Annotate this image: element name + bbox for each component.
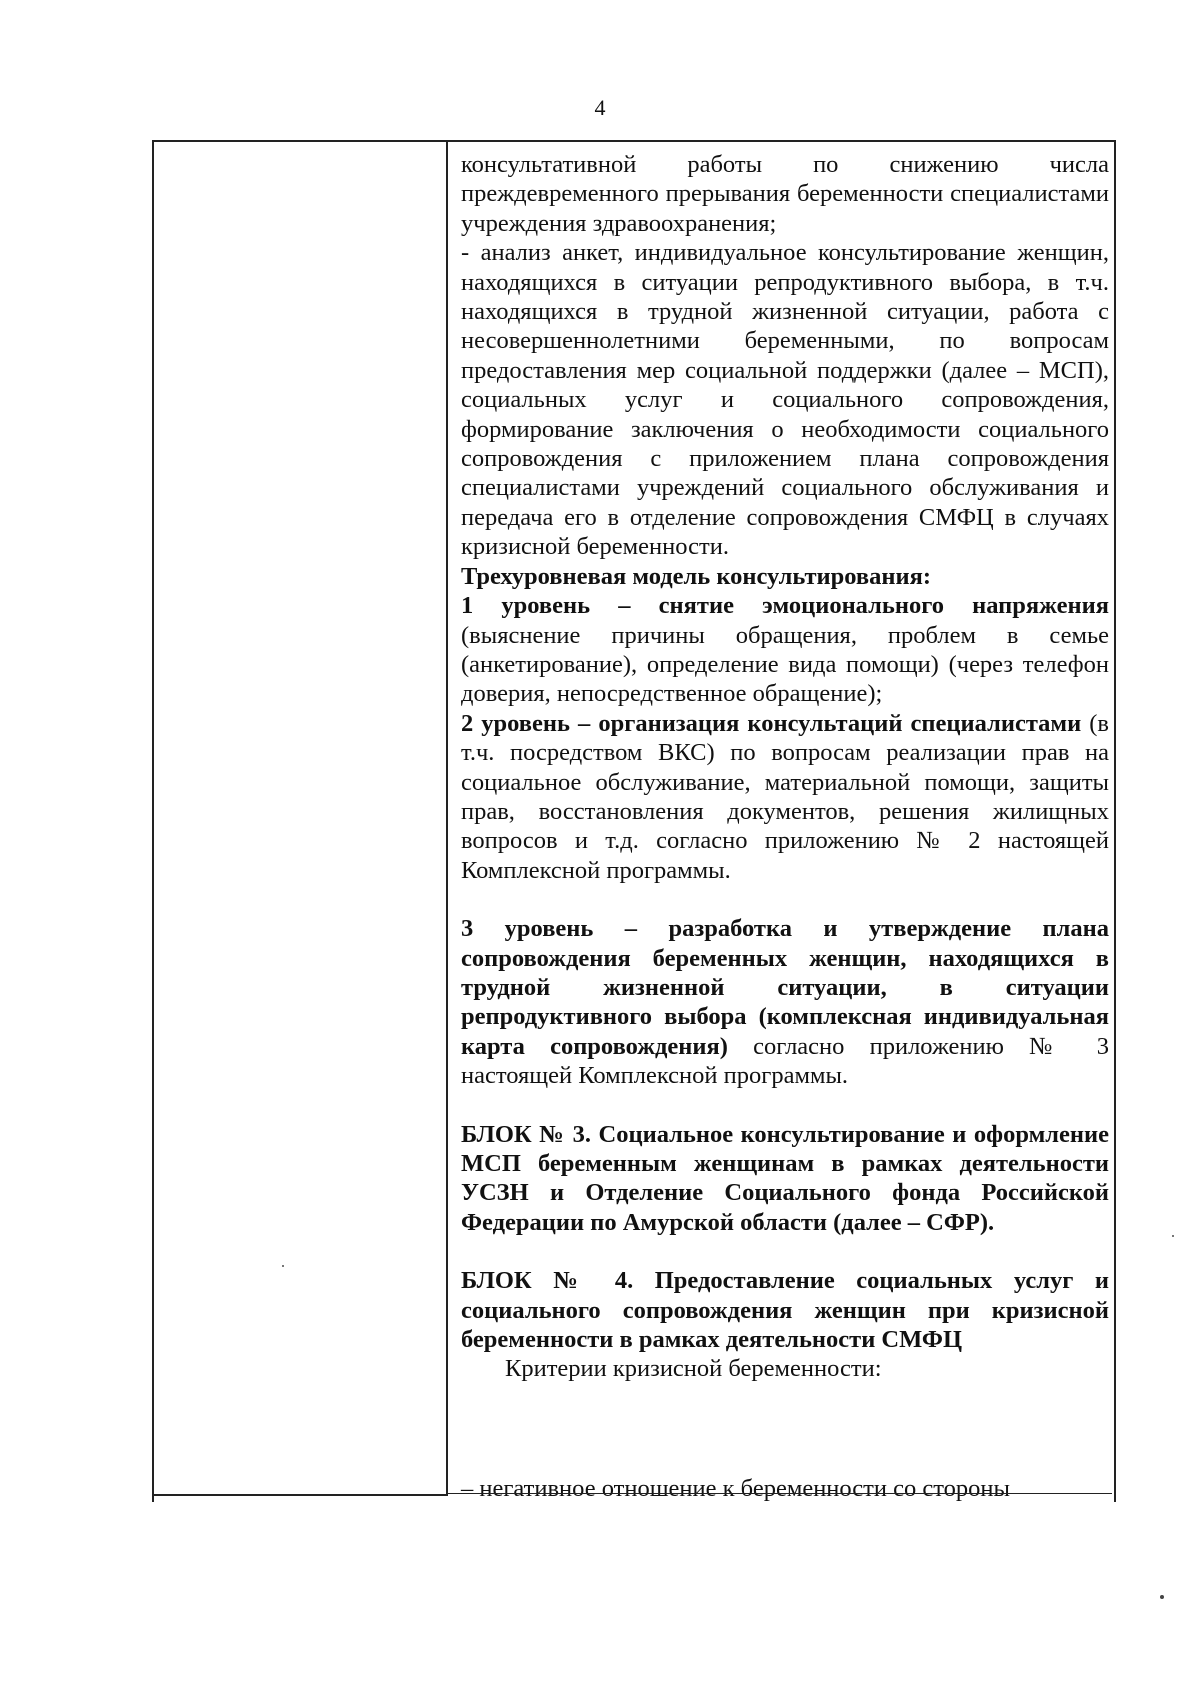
block-4-heading bbox=[461, 1266, 1109, 1354]
level-1-text: (выяснение причины обращения, проблем в семье (анкетирование), определение вида помощи) (через телефон доверия, непосредственное обращение); bbox=[461, 621, 1109, 708]
table-right-column bbox=[448, 142, 1112, 1502]
paragraph-level-2 bbox=[461, 709, 1109, 885]
table-left-column bbox=[154, 142, 448, 1496]
paragraph-questionnaire-analysis: - анализ анкет, индивидуальное консультирование женщин, находящихся в ситуации репродуктивного выбора, в т.ч. находящихся в трудной жизненной ситуации, работа с несовершеннолетними беременными, по вопросам предоставления мер социальной поддержки (далее – МСП), социальных услуг и социального сопровождения, формирование заключения о необходимости социального сопровождения с приложением плана сопровождения специалистами учреждений социального обслуживания и передача его в отделение сопровождения СМФЦ в случаях кризисной беременности. bbox=[461, 239, 1109, 561]
spacer bbox=[461, 1237, 1109, 1266]
spacer bbox=[461, 1091, 1109, 1120]
table-frame bbox=[152, 140, 1116, 1502]
row-divider bbox=[448, 1493, 1112, 1494]
scan-speck bbox=[1172, 1235, 1174, 1237]
level-2-text: (в т.ч. посредством ВКС) по вопросам реализации прав на социальное обслуживание, материальной помощи, защиты прав, восстановления документов, решения жилищных вопросов и т.д. согласно приложению № 2 настоящей Комплексной программы. bbox=[461, 709, 1109, 884]
level-1-title: 1 уровень – снятие эмоционального напряжения bbox=[461, 592, 1109, 620]
block-3-text: БЛОК № 3. Социальное консультирование и оформление МСП беременным женщинам в рамках деятельности УСЗН и Отделение Социального фонда Российской Федерации по Амурской области (далее – СФР). bbox=[461, 1120, 1109, 1236]
criteria-heading: Критерии кризисной беременности: bbox=[505, 1355, 882, 1383]
paragraph-consultative-work: консультативной работы по снижению числа преждевременного прерывания беременности специалистами учреждения здравоохранения; bbox=[461, 151, 1109, 237]
scan-speck bbox=[1160, 1595, 1164, 1599]
spacer bbox=[461, 885, 1109, 914]
level-3-text: согласно приложению № 3 настоящей Комплексной программы. bbox=[461, 1032, 1110, 1090]
paragraph-level-1 bbox=[461, 591, 1109, 709]
heading-three-level-model bbox=[461, 562, 1109, 591]
cell-content bbox=[461, 150, 1109, 1384]
criteria-first-item: – негативное отношение к беременности со стороны bbox=[461, 1475, 1010, 1502]
block-4-text: БЛОК № 4. Предоставление социальных услуг и социального сопровождения женщин при кризисной беременности в рамках деятельности СМФЦ bbox=[461, 1267, 1109, 1354]
page-number: 4 bbox=[594, 95, 606, 120]
scan-speck bbox=[282, 1265, 284, 1267]
level-2-title: 2 уровень – организация консультаций специалистами bbox=[461, 709, 1082, 737]
block-3-heading bbox=[461, 1120, 1109, 1238]
level-3-title: 3 уровень – разработка и утверждение плана сопровождения беременных женщин, находящихся в трудной жизненной ситуации, в ситуации репродуктивного выбора (комплексная индивидуальная карта сопровождения) bbox=[461, 915, 1109, 1060]
heading-three-level-model-text: Трехуровневая модель консультирования: bbox=[461, 562, 931, 590]
paragraph-level-3 bbox=[461, 914, 1109, 1090]
